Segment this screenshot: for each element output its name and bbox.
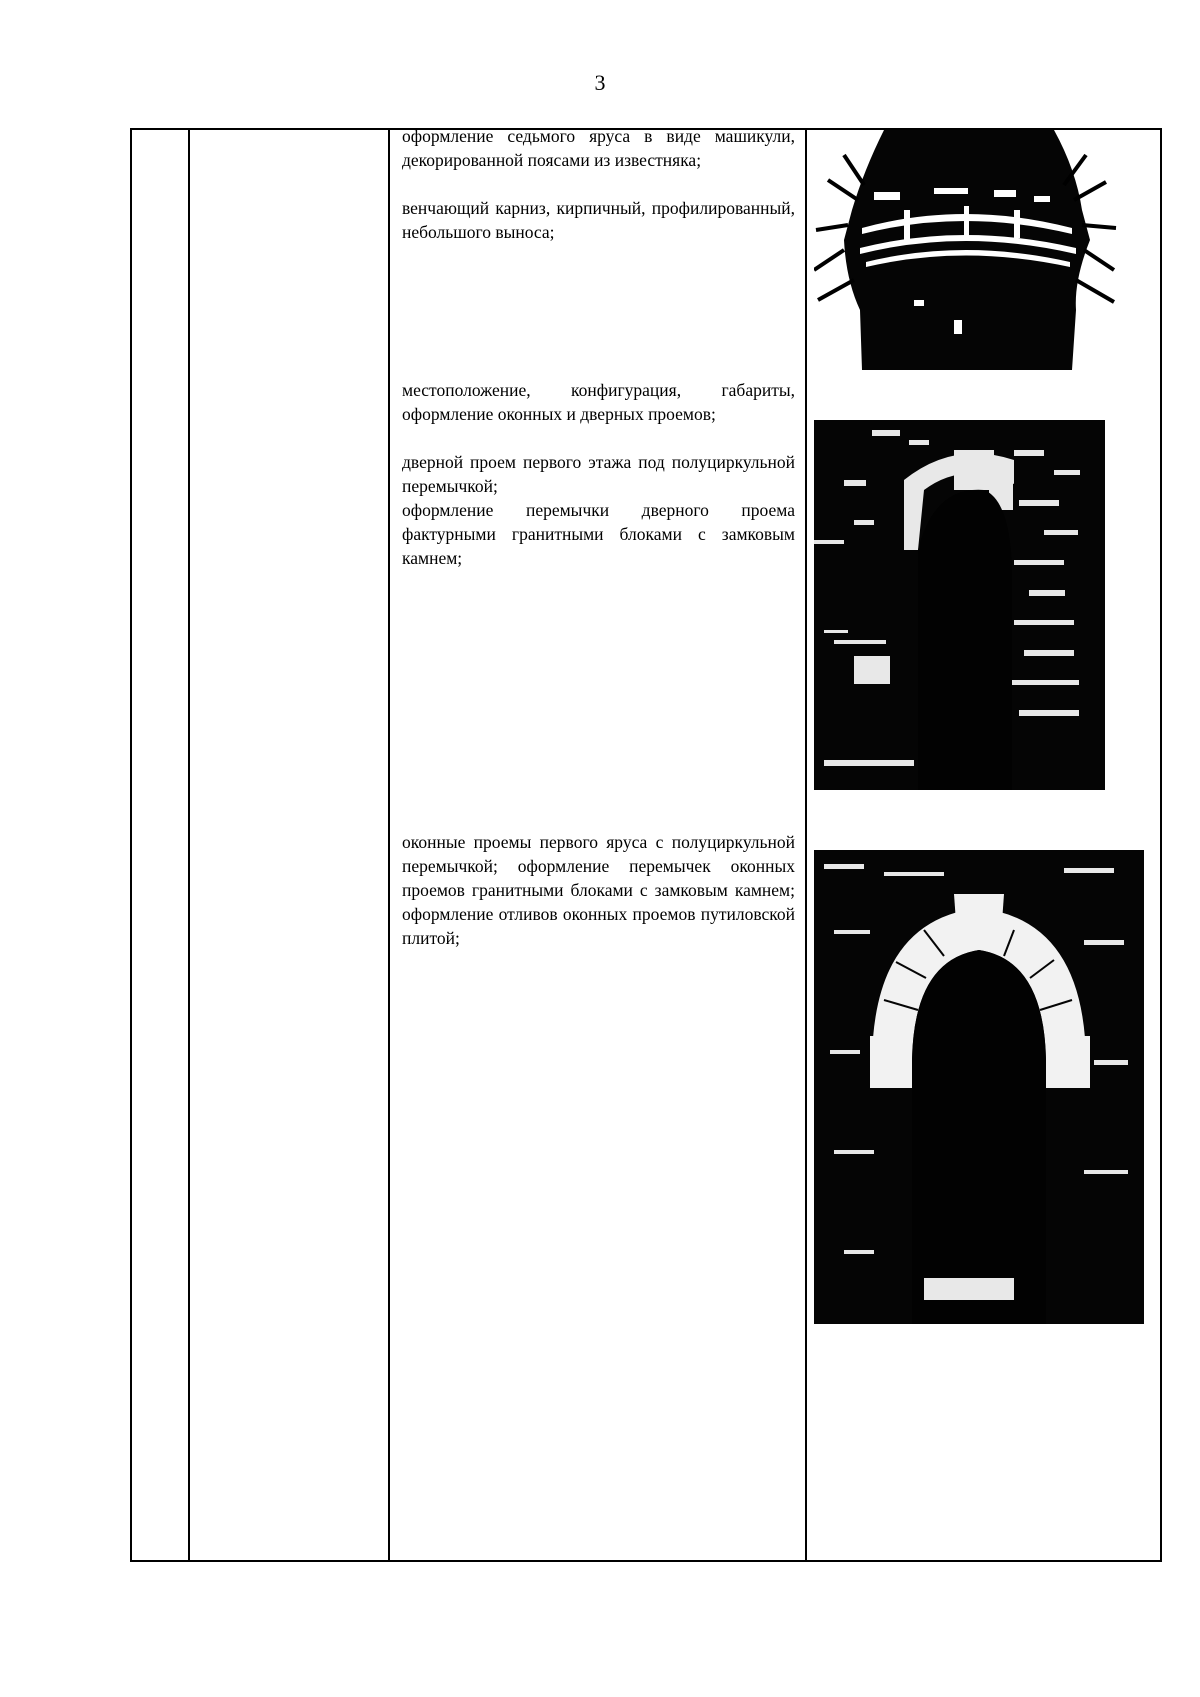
text-block-machicolation: [402, 124, 795, 244]
text-block-windows: [402, 830, 795, 950]
column-divider: [805, 130, 807, 1560]
photo-door-opening: [814, 420, 1105, 790]
paragraph-cornice: венчающий карниз, кирпичный, профилированный, небольшого выноса;: [402, 198, 795, 242]
column-divider: [188, 130, 190, 1560]
paragraph-machicolation: оформление седьмого яруса в виде машикули, декорированной поясами из известняка;: [402, 126, 795, 170]
column-divider: [388, 130, 390, 1560]
paragraph-door: дверной проем первого этажа под полуциркульной перемычкой;: [402, 452, 795, 496]
text-block-openings: [402, 378, 795, 570]
page-number: 3: [594, 70, 606, 95]
document-table: [130, 128, 1162, 1562]
photo-tower-machicolation: [814, 130, 1118, 370]
photo-arched-window: [814, 850, 1144, 1324]
paragraph-openings: местоположение, конфигурация, габариты, оформление оконных и дверных проемов;: [402, 380, 795, 424]
paragraph-door-lintel: оформление перемычки дверного проема фактурными гранитными блоками с замковым камнем;: [402, 500, 795, 568]
paragraph-windows: оконные проемы первого яруса с полуциркульной перемычкой; оформление перемычек оконных проемов гранитными блоками с замковым камнем; оформление отливов оконных проемов путиловской плитой;: [402, 832, 795, 948]
